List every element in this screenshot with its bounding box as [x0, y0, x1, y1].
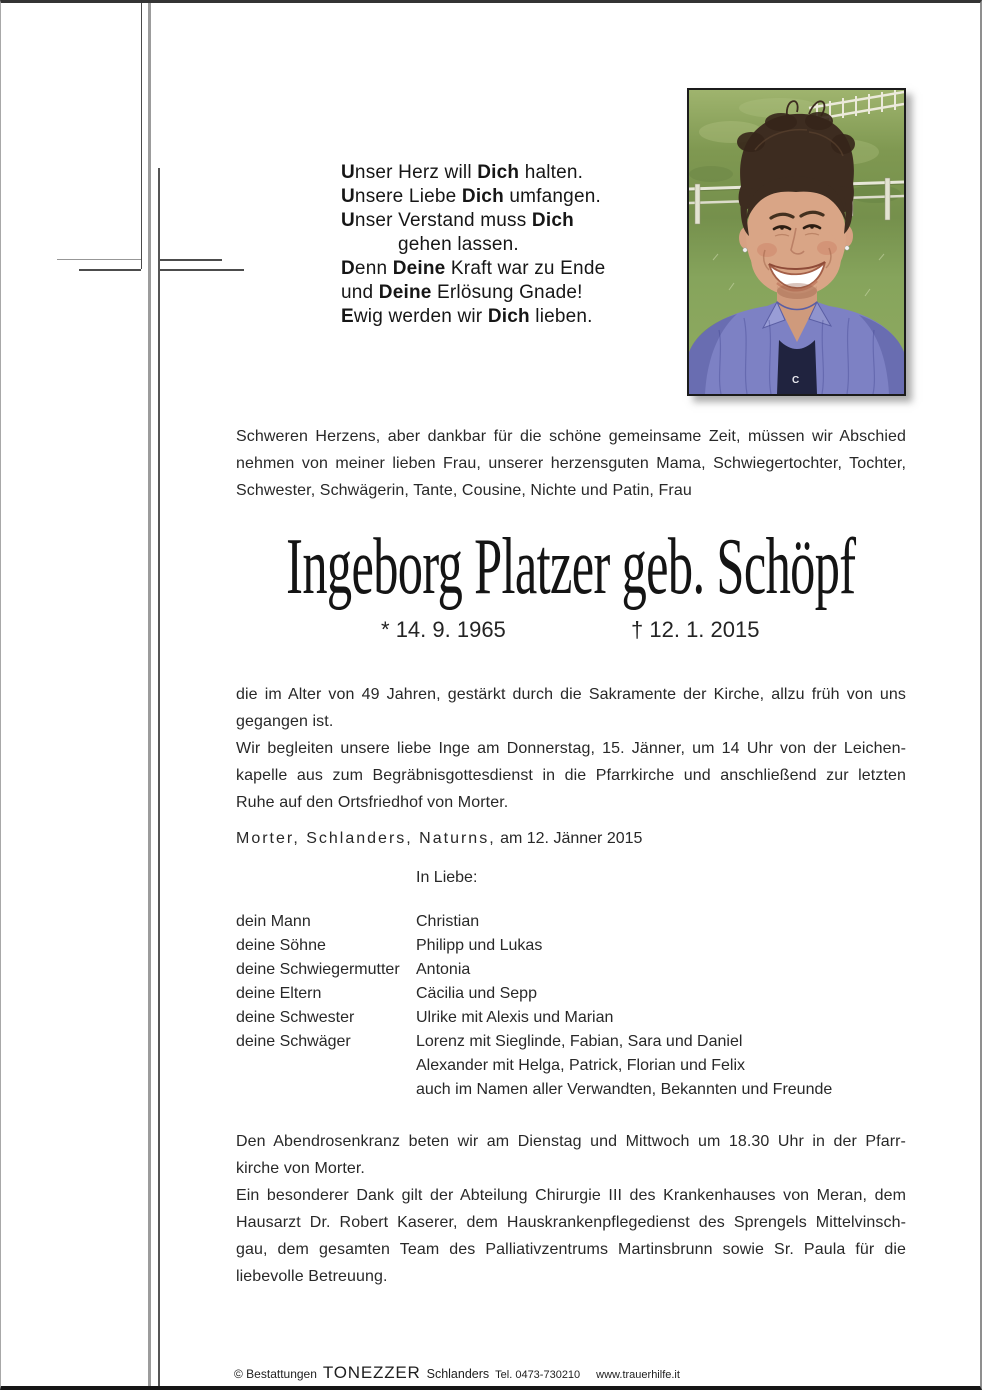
text-line: kapelle aus zum Begräbnisgottesdienst in die Pfarrkirche und anschließend zur letzten: [236, 767, 906, 784]
poem-line: [341, 281, 605, 305]
poem-text-run: nser Verstand muss: [354, 210, 532, 231]
funeral-paragraph: [236, 735, 906, 816]
poem-text-run: Dich: [477, 162, 520, 183]
poem-text-run: Kraft war zu Ende: [445, 258, 606, 279]
poem-text-run: U: [341, 162, 355, 183]
poem-text-run: D: [341, 258, 355, 279]
family-row: [236, 1078, 906, 1102]
text-line: gau, dem gesamten Team des Palliativzentrums Martinsbrunn sowie Sr. Paula für die: [236, 1241, 906, 1258]
family-relation: deine Schwiegermutter: [236, 961, 400, 978]
family-row: [236, 1006, 906, 1030]
text-line: nehmen von meiner lieben Frau, unserer herzensguten Mama, Schwiegertochter, Tochter,: [236, 455, 906, 472]
date-text: am 12. Jänner 2015: [495, 830, 643, 847]
cross-arm-right-lower: [160, 269, 244, 271]
family-list: [236, 910, 906, 1102]
poem-text-run: gehen lassen.: [398, 234, 519, 255]
portrait-photo: [687, 88, 906, 396]
memorial-poem: [341, 161, 605, 329]
poem-text-run: wig werden wir: [353, 306, 488, 327]
footer-phone: Tel. 0473-730210: [495, 1369, 581, 1381]
poem-text-run: Dich: [487, 306, 530, 327]
birth-star-icon: *: [381, 617, 390, 642]
family-relation: deine Söhne: [236, 937, 326, 954]
text-line: gegangen ist.: [236, 713, 334, 730]
family-relation: dein Mann: [236, 913, 311, 930]
death-date-value: 12. 1. 2015: [649, 617, 760, 642]
age-paragraph: [236, 681, 906, 735]
life-dates: [1, 617, 982, 647]
poem-text-run: Deine: [392, 258, 446, 279]
poem-line: [341, 257, 605, 281]
rosary-paragraph: [236, 1128, 906, 1182]
deceased-name: Ingeborg Platzer geb. Schöpf: [286, 522, 856, 611]
poem-text-run: Dich: [461, 186, 504, 207]
family-row: [236, 910, 906, 934]
poem-text-run: halten.: [519, 162, 584, 183]
poem-text-run: enn: [354, 258, 393, 279]
text-line: Hausarzt Dr. Robert Kaserer, dem Hauskrankenpflegedienst des Sprengels Mittelvinsch-: [236, 1214, 906, 1231]
family-row: [236, 1054, 906, 1078]
undershirt-letter: C: [792, 375, 800, 386]
text-line: die im Alter von 49 Jahren, gestärkt durch die Sakramente der Kirche, allzu früh von uns: [236, 686, 906, 703]
family-names: Lorenz mit Sieglinde, Fabian, Sara und Daniel: [416, 1033, 743, 1050]
poem-line: [341, 305, 605, 329]
poem-text-run: nser Herz will: [354, 162, 478, 183]
family-row: [236, 982, 906, 1006]
cross-arm-left-upper: [57, 259, 141, 260]
poem-line: [341, 209, 605, 233]
family-names: Cäcilia und Sepp: [416, 985, 537, 1002]
family-relation: deine Schwäger: [236, 1033, 351, 1050]
text-line: Schweren Herzens, aber dankbar für die schöne gemeinsame Zeit, müssen wir Abschied: [236, 428, 906, 445]
place-date-line: [236, 825, 642, 852]
family-relation: deine Eltern: [236, 985, 322, 1002]
birth-date: [381, 617, 506, 643]
text-line: liebevolle Betreuung.: [236, 1268, 388, 1285]
text-line: Wir begleiten unsere liebe Inge am Donnerstag, 15. Jänner, um 14 Uhr von der Leichen-: [236, 740, 906, 757]
birth-date-value: 14. 9. 1965: [395, 617, 506, 642]
margin-rule-gray: [148, 3, 151, 1386]
thanks-paragraph: [236, 1182, 906, 1290]
poem-text-run: E: [341, 306, 354, 327]
in-love-label: In Liebe:: [416, 869, 478, 886]
text-line: Ruhe auf den Ortsfriedhof von Morter.: [236, 794, 509, 811]
intro-paragraph: [236, 423, 906, 504]
footer-brand: TONEZZER: [322, 1363, 421, 1382]
text-line: Schwester, Schwägerin, Tante, Cousine, Nichte und Patin, Frau: [236, 482, 692, 499]
cross-vertical-lower: [158, 168, 160, 1386]
funeral-home-footer: [234, 1363, 680, 1383]
text-line: Ein besonderer Dank gilt der Abteilung Chirurgie III des Krankenhauses von Meran, dem: [236, 1187, 906, 1204]
footer-website: www.trauerhilfe.it: [596, 1369, 680, 1381]
deceased-name-heading: [236, 517, 906, 617]
poem-text-run: umfangen.: [503, 186, 601, 207]
cross-arm-left-lower: [79, 269, 141, 271]
footer-copyright: © Bestattungen: [234, 1367, 317, 1381]
cross-arm-right-upper: [160, 259, 222, 261]
poem-text-run: lieben.: [529, 306, 593, 327]
family-names: Ulrike mit Alexis und Marian: [416, 1009, 614, 1026]
family-names: Christian: [416, 913, 480, 930]
poem-text-run: U: [341, 210, 355, 231]
poem-text-run: U: [341, 186, 355, 207]
poem-text-run: und: [341, 282, 379, 303]
cross-vertical-upper: [141, 3, 142, 269]
family-relation: deine Schwester: [236, 1009, 355, 1026]
poem-text-run: nsere Liebe: [354, 186, 462, 207]
family-row: [236, 934, 906, 958]
text-line: kirche von Morter.: [236, 1160, 365, 1177]
death-cross-icon: †: [631, 617, 644, 642]
family-row: [236, 1030, 906, 1054]
poem-line: [341, 161, 605, 185]
places-text: Morter, Schlanders, Naturns,: [236, 830, 496, 847]
family-row: [236, 958, 906, 982]
poem-line: [341, 233, 605, 257]
family-names: Alexander mit Helga, Patrick, Florian und Felix: [416, 1057, 746, 1074]
family-names: Antonia: [416, 961, 471, 978]
poem-text-run: Erlösung Gnade!: [431, 282, 583, 303]
poem-line: [341, 185, 605, 209]
death-date: [631, 617, 759, 643]
portrait-illustration: [689, 90, 904, 394]
family-names: Philipp und Lukas: [416, 937, 543, 954]
poem-text-run: Dich: [531, 210, 574, 231]
text-line: Den Abendrosenkranz beten wir am Dienstag und Mittwoch um 18.30 Uhr in der Pfarr-: [236, 1133, 906, 1150]
poem-text-run: Deine: [378, 282, 432, 303]
family-names: auch im Namen aller Verwandten, Bekannten und Freunde: [416, 1081, 833, 1098]
footer-town: Schlanders: [426, 1367, 490, 1381]
